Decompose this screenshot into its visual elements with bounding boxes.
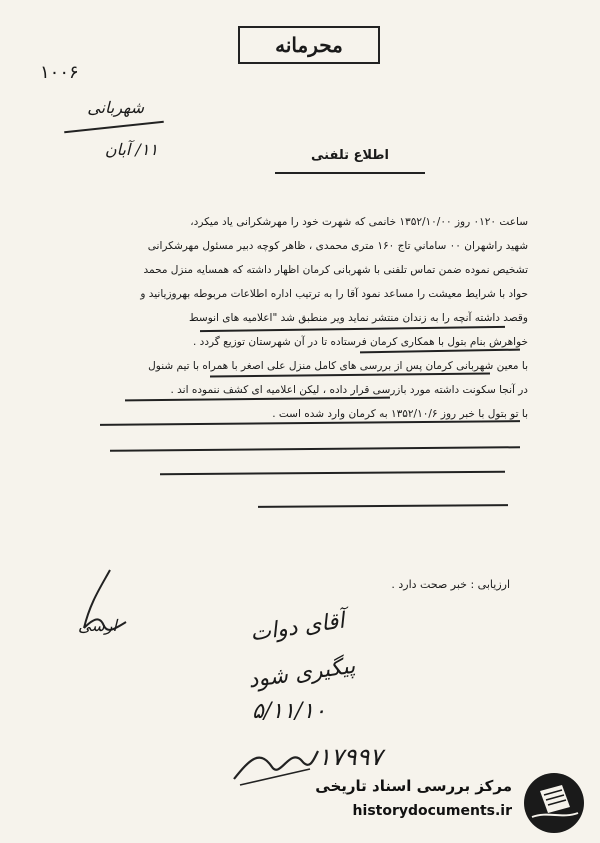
archive-logo-icon [518,767,590,839]
body-line: ساعت ۰۱۲۰ روز ۱۳۵۲/۱۰/۰۰ خانمی که شهرت خود را مهرشکرانی یاد میکرد، [190,216,528,228]
body-line: حواد با شرایط معیشت را مساعد نمود آقا را به ترتیب اداره اطلاعات مربوطه بهروزیانید و [140,288,528,300]
margin-note-line1: شهربانی [87,98,144,117]
annotation-date: ۵/۱۱/۱۰ [252,699,326,724]
initials-text: ارسی [78,616,117,635]
margin-note-line2: ۱۱/ آبان [104,140,158,159]
margin-note-strike [64,121,164,133]
annotation-number: ۱۷۹۹۷ [318,743,383,771]
stamp-text: محرمانه [275,33,343,57]
assessment-note: ارزیابی : خبر صحت دارد . [391,578,510,591]
body-line: با تو بتول با خبر روز ۱۳۵۲/۱۰/۶ به کرمان وارد شده است . [272,408,528,420]
handwritten-annotation-block [230,608,390,785]
body-line: خواهرش بنام بتول با همکاری کرمان فرستاده تا در آن شهرستان توزیع گردد . [192,336,528,348]
document-heading: اطلاع تلفنی [311,148,389,163]
initials-scribble-icon [70,568,140,648]
body-line: وقصد داشته آنچه را به زندان منتشر نماید ویر منطبق شد "اعلامیه های انوسط [188,312,528,324]
margin-handwritten-note [58,96,178,166]
heading-underline [275,172,425,174]
body-line: با معین شهربانی کرمان پس از بررسی های کامل منزل علی اصغر با همراه با تیم شنول [148,360,528,372]
watermark-url: historydocuments.ir [352,803,512,819]
annotation-line1: آقای دوات [248,608,347,647]
margin-initials [70,568,140,648]
pen-underline [258,504,508,508]
watermark-org: مرکز بررسی اسناد تاریخی [315,777,512,795]
annotation-line2: پیگیری شود [246,653,357,694]
pen-underline [160,471,505,475]
classification-stamp [238,26,380,64]
pen-underline [110,446,520,452]
body-line: تشخیص نموده ضمن تماس تلفنی با شهربانی کرمان اظهار داشته که همسایه منزل محمد [143,264,528,276]
reference-number: ۱۰۰۶ [40,62,79,83]
watermark [300,773,590,833]
body-line: شهید راشهران ۰۰ ساماني تاج ۱۶۰ متری محمدی ، ظاهر کوچه دبیر مسئول مهرشکرانی [147,240,528,252]
body-line: در آنجا سکونت داشته مورد بازرسی قرار داده ، لیکن اعلامیه ای کشف ننموده اند . [170,384,528,396]
document-body [78,210,528,426]
